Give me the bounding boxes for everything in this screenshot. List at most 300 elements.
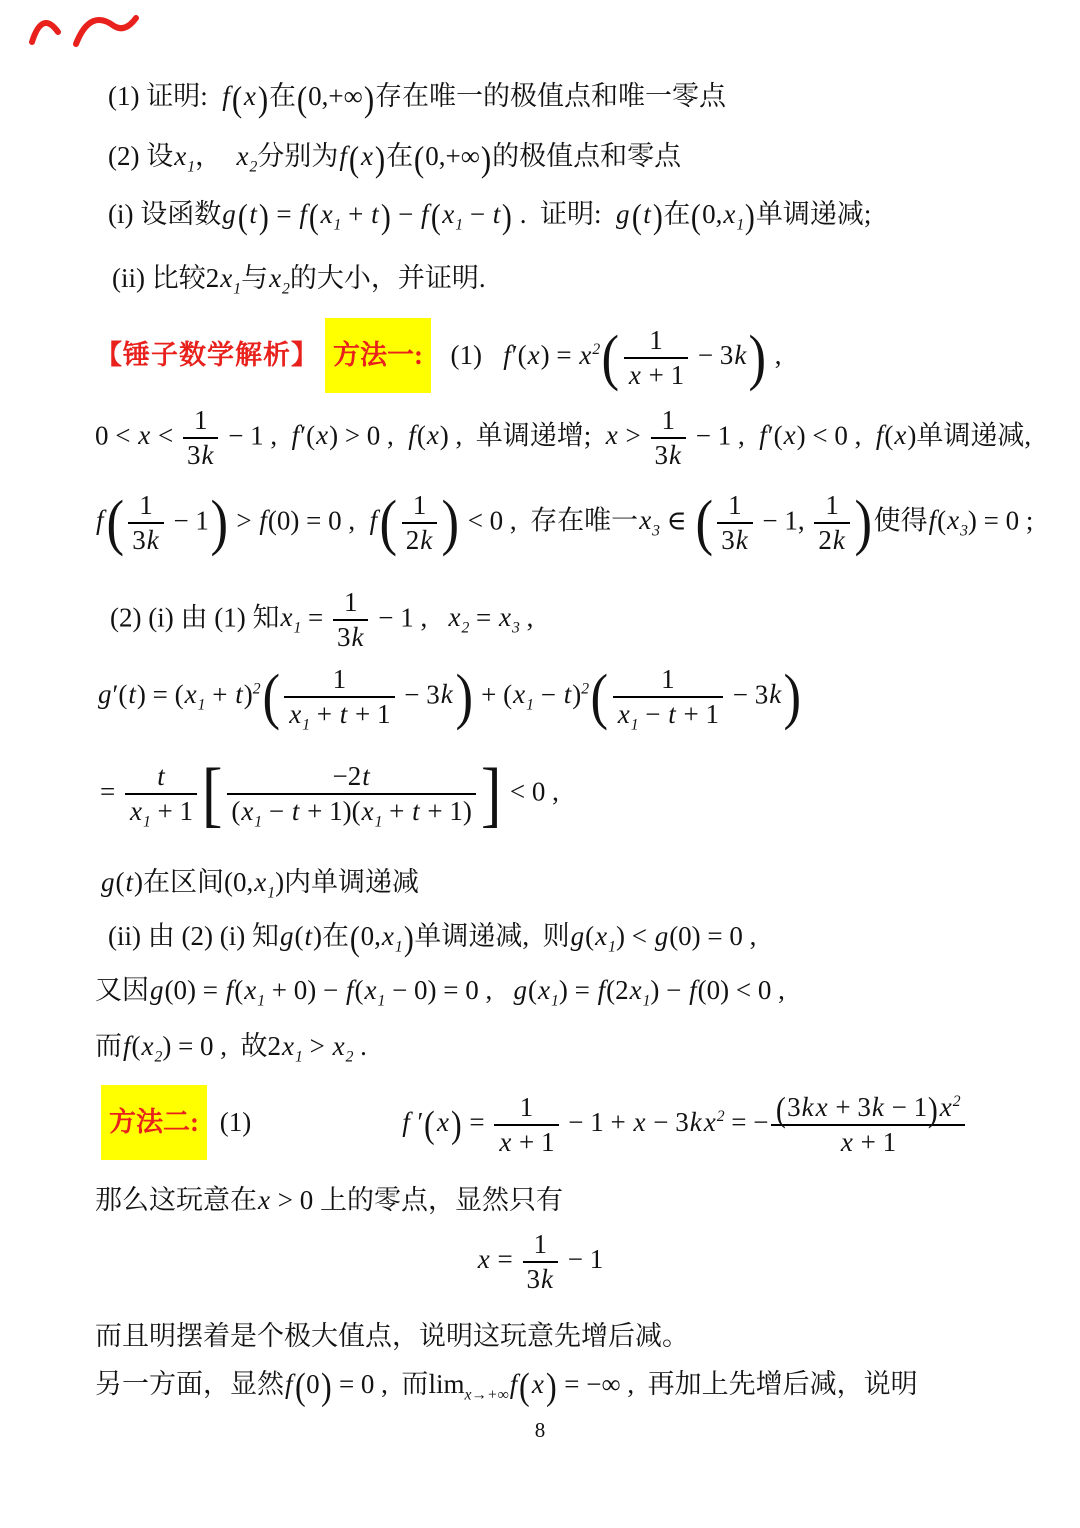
math-var: t	[339, 699, 348, 730]
text-run: 而	[95, 1031, 122, 1061]
math-var: t	[371, 199, 379, 229]
subscript: 1	[374, 813, 383, 831]
math-var: x	[269, 263, 282, 293]
text-run: . 证明:	[513, 199, 616, 229]
fraction	[125, 760, 197, 831]
solution-method-1-step-1: 【锤子数学解析】 方法一: (1) $f'(x) = x^2$( $\frac{1}{x + 1}$ − 3k) ,	[95, 318, 781, 393]
text-run: − 1	[560, 1244, 604, 1275]
math-var: x	[316, 420, 329, 451]
math-var: x	[426, 420, 439, 451]
math-var: x	[381, 921, 394, 951]
fraction	[227, 760, 476, 831]
math-var: k	[420, 525, 433, 556]
math-var: g	[101, 867, 115, 897]
monotonicity-line	[95, 404, 1031, 472]
text-run: )内单调递减	[275, 867, 420, 897]
text-run: =	[490, 1244, 520, 1275]
text-run: −	[463, 199, 492, 229]
math-var: g	[150, 975, 164, 1005]
text-run: )在区间(0,	[134, 867, 254, 897]
subscript: 2	[461, 619, 470, 637]
text-run: + 1)	[420, 796, 472, 827]
text-run: lim	[428, 1369, 465, 1399]
text-run: 在	[663, 199, 691, 229]
math-var: t	[668, 699, 676, 730]
subscript: 2	[249, 158, 258, 176]
text-run: + 1	[641, 359, 685, 390]
math-var: x	[254, 867, 267, 897]
fraction	[613, 663, 723, 734]
math-var: x	[282, 1031, 295, 1061]
text-run: + 1	[150, 796, 194, 827]
text-run: >	[618, 420, 648, 451]
math-var: x	[184, 679, 197, 710]
math-var: k	[440, 679, 453, 710]
text-run: −	[391, 199, 421, 229]
text-run: 2	[818, 525, 832, 556]
text-run: + 3	[828, 1091, 871, 1122]
math-var: x	[244, 975, 257, 1005]
text-run: 3	[787, 1091, 801, 1122]
math-var: t	[128, 679, 136, 710]
fraction	[494, 1091, 558, 1159]
subscript: 1	[142, 813, 151, 831]
math-var: f	[597, 975, 606, 1005]
subscript: 1	[377, 992, 386, 1010]
g-derivative-simplified-line: = $\frac{t}{x_1 + 1}$ [ $\frac{-2t}{(x_1 - t + 1)(x_1 + t + 1)}$ ] < 0 ,	[100, 753, 559, 835]
math-var: f	[875, 420, 884, 451]
math-var: k	[769, 679, 782, 710]
text-run: + 1	[676, 699, 720, 730]
text-run: (0) =	[164, 975, 225, 1005]
text-run: − 1	[884, 1091, 928, 1122]
math-var: x	[617, 699, 630, 730]
text-run: + 0) −	[265, 975, 345, 1005]
subscript: 1	[302, 716, 311, 734]
subscript: 1	[197, 696, 206, 714]
subscript: 1	[254, 813, 263, 831]
text-run: (i) 设函数	[108, 199, 222, 229]
text-run: 1	[661, 664, 675, 694]
text-run: )	[243, 679, 253, 710]
text-run: 0,	[360, 921, 381, 951]
zero-existence-line: f( $\frac{1}{3k}$ − 1) > f(0) = 0 , f( $\frac{1}{2k}$ ) < 0 , 存在唯一$x_3$ ∈ ( $\frac{1}{3k}$ − 1, $\frac{1}{2k}$ )使得$f(x_3) = 0$ ;	[96, 489, 1034, 558]
text-run: +	[341, 199, 371, 229]
text-run: )在	[312, 921, 349, 951]
text-run: ，	[195, 141, 236, 171]
text-run: 而且明摆着是个极大值点，说明这玩意先增后减。	[95, 1321, 689, 1351]
math-var: x	[174, 141, 187, 171]
text-run: =	[469, 602, 499, 633]
text-run: (	[294, 921, 304, 951]
math-var: x	[289, 699, 302, 730]
text-run: ) −	[650, 975, 689, 1005]
math-var: x	[527, 340, 540, 370]
math-var: x	[442, 199, 455, 229]
limit-remark: 另一方面，显然f(0) = 0 , 而$\lim_{x\to+\infty}f(x)$ = −∞ , 再加上先增后减，说明	[95, 1365, 918, 1408]
superscript: 2	[592, 341, 601, 358]
text-run: 3	[337, 622, 351, 653]
text-run: ′(	[112, 679, 128, 710]
fraction	[523, 1228, 558, 1296]
subscript: 1	[187, 158, 196, 176]
text-run: = 0 , 而	[332, 1369, 429, 1399]
text-run: + 1	[348, 699, 391, 730]
problem-part-2i: (i) 设函数$g(t) = f(x_1 + t) - f(x_1 - t)$ . 证明: g(t)在$(0,x_1)$单调递减;	[108, 196, 872, 236]
text-run: ′(	[300, 420, 316, 451]
math-var: f	[689, 975, 697, 1005]
text-run: 1	[661, 405, 675, 435]
math-var: f	[421, 199, 429, 229]
text-run: (0) = 0 ,	[267, 505, 369, 536]
math-var: t	[492, 199, 501, 229]
math-var: x	[840, 1126, 853, 1157]
math-var: k	[735, 525, 748, 556]
subscript: 1	[233, 280, 242, 298]
text-run: (	[354, 975, 364, 1005]
text-run: 1	[193, 405, 208, 435]
problem-part-2: (2) 设$x_1$， $x_2$分别为f(x)在(0,+∞)的极值点和零点	[108, 138, 682, 179]
subscript: 3	[512, 619, 520, 637]
math-var: f	[222, 81, 230, 111]
math-var: g	[513, 975, 528, 1005]
text-run: −	[533, 679, 563, 710]
math-var: k	[146, 525, 159, 556]
math-var: f	[123, 1031, 131, 1061]
math-var: t	[291, 796, 300, 827]
math-var: f	[346, 975, 354, 1005]
part2ii-start-line: (ii) 由 (2) (i) 知g(t)在$(0,x_1)$单调递减, 则$g(x_1) < g(0) = 0$ ,	[108, 918, 757, 958]
text-run: (ii) 比较2	[112, 263, 220, 293]
math-var: x	[639, 505, 652, 536]
math-var: f	[285, 1369, 293, 1399]
text-run: (1)	[437, 340, 503, 370]
text-run: +	[310, 699, 339, 730]
text-run: 另一方面，显然	[95, 1369, 284, 1399]
math-var: x	[947, 505, 960, 536]
subscript: 3	[960, 522, 968, 540]
text-run: 使得	[873, 505, 928, 536]
superscript: 2	[581, 680, 590, 698]
text-run: ∈	[660, 505, 694, 536]
fraction	[333, 586, 368, 654]
text-run: (2) (i) 由 (1) 知	[110, 602, 280, 633]
text-run: +	[205, 679, 235, 710]
text-run: < 0 ,	[503, 776, 559, 807]
text-run: )单调递减,	[907, 420, 1032, 451]
subscript: 1	[267, 884, 276, 902]
math-var: g	[279, 921, 294, 951]
text-run: ) =	[558, 975, 597, 1005]
math-var: k	[832, 525, 845, 556]
text-run: ) =	[540, 340, 579, 370]
subscript: 1	[394, 938, 403, 956]
text-run: 又因	[95, 975, 149, 1005]
math-var: x	[364, 975, 377, 1005]
text-run: 3	[186, 440, 201, 471]
text-run: −2	[332, 761, 362, 791]
text-run: 与	[241, 263, 269, 293]
math-var: t	[563, 679, 572, 710]
subscript: 1	[608, 938, 616, 956]
subscript: 2	[282, 280, 290, 298]
text-run: =	[301, 602, 330, 633]
subscript: 1	[295, 1048, 303, 1066]
subscript: 1	[642, 992, 651, 1010]
text-run: 1	[343, 587, 358, 617]
math-var: g	[570, 921, 585, 951]
math-var: x	[437, 1107, 449, 1137]
fraction	[402, 489, 437, 557]
math-var: g	[654, 921, 669, 951]
text-run: + 1)(	[300, 796, 361, 827]
text-run: 单调递减;	[755, 199, 872, 229]
text-run: − 1 ,	[371, 602, 448, 633]
math-var: x	[243, 81, 256, 111]
math-var: x	[894, 420, 907, 451]
math-var: f	[369, 505, 378, 536]
text-run: 0,+∞	[425, 141, 481, 171]
text-run: <	[151, 420, 180, 451]
part2i-setup-line	[110, 586, 533, 654]
math-var: k	[871, 1091, 884, 1122]
fraction: $\frac{(3kx + 3k - 1)x^2}{x + 1}$	[771, 1091, 964, 1159]
math-var: f	[259, 505, 267, 536]
text-run: ) > 0 ,	[329, 420, 408, 451]
problem-part-1: (1) 证明: f(x)在(0,+∞)存在唯一的极值点和唯一零点	[108, 78, 727, 119]
subscript: 2	[154, 1048, 163, 1066]
text-run: 0,	[702, 199, 723, 229]
math-var: x	[633, 1107, 646, 1137]
math-var: x	[280, 602, 293, 633]
text-run: 存在唯一的极值点和唯一零点	[375, 81, 727, 111]
math-var: f	[96, 505, 104, 536]
text-run: ) = (	[136, 679, 184, 710]
text-run: (0) < 0 ,	[697, 975, 785, 1005]
text-run: (	[585, 921, 595, 951]
maximum-point-remark	[95, 1320, 689, 1354]
text-run: ′(	[767, 420, 783, 451]
text-run: >	[229, 505, 259, 536]
math-var: k	[351, 622, 364, 653]
math-var: x	[783, 420, 796, 451]
fraction	[814, 489, 849, 557]
math-var: x	[320, 199, 333, 229]
text-run: )	[572, 679, 582, 710]
fraction	[284, 663, 394, 734]
text-run: (	[131, 1031, 141, 1061]
text-run: +	[382, 796, 412, 827]
text-run: (	[416, 420, 426, 451]
math-var: x	[258, 1185, 270, 1215]
math-var: x	[477, 1244, 490, 1275]
math-var: x	[499, 602, 511, 633]
superscript: 2	[252, 680, 261, 698]
subscript: 1	[526, 696, 534, 714]
text-run: 0,+∞	[308, 81, 363, 111]
math-var: x	[220, 263, 233, 293]
text-run: 在	[386, 141, 414, 171]
math-var: f	[339, 141, 347, 171]
superscript: 2	[952, 1092, 961, 1110]
math-var: x	[141, 1031, 154, 1061]
text-run: (	[937, 505, 947, 536]
subscript: 1	[293, 619, 302, 637]
page-number: 8	[534, 1418, 546, 1442]
math-var: f	[408, 420, 416, 451]
zero-point-remark	[95, 1184, 563, 1218]
math-var: g	[98, 679, 112, 710]
g-values-line	[95, 974, 785, 1008]
text-run: (	[884, 420, 894, 451]
math-var: x	[241, 796, 254, 827]
solution-method-2-step-1: 方法二: (1) f ′(x) = $\frac{1}{x + 1}$ − $1 + x - 3kx^2$ = − $\frac{(3kx + 3k - 1)x^2}{x + 1}$	[95, 1085, 968, 1160]
math-var: x	[332, 1031, 345, 1061]
math-var: k	[541, 1264, 553, 1295]
text-run: (2) 设	[108, 141, 174, 171]
math-var: x	[513, 679, 526, 710]
subscript: 1	[257, 992, 266, 1010]
text-run: (1) 证明:	[108, 81, 222, 111]
subscript: 1	[551, 992, 559, 1010]
text-run: =	[269, 199, 299, 229]
math-var: x	[448, 602, 461, 633]
text-run: − 3	[726, 679, 769, 710]
text-run: >	[302, 1031, 332, 1061]
text-run: > 0 上的零点，显然只有	[270, 1185, 563, 1215]
fraction	[128, 489, 163, 557]
text-run: = −	[724, 1107, 769, 1137]
fraction	[183, 404, 218, 472]
method-label: 方法一:	[325, 318, 431, 393]
math-var: x	[361, 141, 373, 171]
subscript: 1	[455, 216, 464, 234]
fraction	[624, 324, 688, 392]
text-run: 分别为	[257, 141, 339, 171]
text-run: (0) = 0 ,	[669, 921, 757, 951]
text-run: 1	[533, 1229, 547, 1259]
math-var: f	[928, 505, 937, 536]
math-var: f	[402, 1107, 410, 1137]
math-var: k	[669, 440, 681, 471]
text-run: − 3	[646, 1107, 689, 1137]
superscript: 2	[716, 1108, 725, 1125]
text-run: − 0) = 0 ,	[385, 975, 513, 1005]
math-var: g	[222, 199, 236, 229]
math-var: x	[138, 420, 151, 451]
math-var: f	[509, 1369, 518, 1399]
text-run: 在	[269, 81, 297, 111]
text-run: .	[353, 1031, 367, 1061]
math-var: f	[225, 975, 234, 1005]
math-var: t	[643, 199, 651, 229]
text-run: = −∞ , 再加上先增后减，说明	[557, 1369, 918, 1399]
text-run: 1	[825, 490, 839, 520]
math-var: k	[201, 440, 214, 471]
math-var: t	[304, 921, 312, 951]
text-run: 的大小，并证明.	[289, 263, 486, 293]
text-run: 单调递减, 则	[414, 921, 570, 951]
math-var: x	[723, 199, 736, 229]
text-run: 3	[526, 1264, 540, 1295]
text-run: 1	[728, 490, 742, 520]
text-run: =	[100, 776, 122, 807]
text-run: ,	[519, 602, 534, 633]
text-run: + (	[474, 679, 513, 710]
text-run: 2	[405, 525, 420, 556]
math-var: t	[249, 199, 257, 229]
problem-part-2ii	[112, 262, 486, 296]
math-var: x	[129, 796, 142, 827]
text-run: (1)	[213, 1107, 252, 1137]
text-run: − 1 ,	[221, 420, 291, 451]
math-var: k	[734, 340, 747, 370]
final-comparison-line	[95, 1030, 367, 1064]
math-var: x	[815, 1091, 828, 1122]
subscript: 1	[736, 216, 745, 234]
text-run: 3	[654, 440, 669, 471]
text-run: − 3	[397, 679, 440, 710]
math-var: x	[236, 141, 249, 171]
text-run: 1	[649, 324, 663, 355]
math-var: f	[291, 420, 300, 451]
fraction	[717, 489, 752, 557]
g-derivative-line: $g'(t) = (x_1 + t)^2$( $\frac{1}{x_1 + t + 1}$ − $3k) + (x_1 - t)^2$( $\frac{1}{x_1 - t + 1}$ − 3k)	[98, 663, 802, 734]
math-var: g	[616, 199, 630, 229]
text-run: 1	[519, 1091, 534, 1122]
text-run: ) < 0 ,	[796, 420, 875, 451]
text-run: (	[231, 796, 241, 827]
text-run: ′(	[511, 340, 527, 370]
math-var: t	[362, 761, 370, 791]
text-run: ) <	[615, 921, 654, 951]
text-run: −	[638, 699, 668, 730]
math-var: f	[759, 420, 767, 451]
math-var: f	[299, 199, 307, 229]
math-var: x	[579, 340, 592, 370]
text-run: − 1	[166, 505, 209, 536]
math-var: t	[412, 796, 420, 827]
math-var: x	[538, 975, 551, 1005]
fraction	[651, 404, 686, 472]
subscript: x→+∞	[464, 1386, 509, 1404]
text-run: − 1 +	[561, 1107, 633, 1137]
text-run: 那么这玩意在	[95, 1185, 257, 1215]
text-run: (	[528, 975, 538, 1005]
math-var: x	[361, 796, 374, 827]
math-var: x	[531, 1369, 544, 1399]
text-run: ′	[410, 1107, 424, 1137]
math-var: t	[157, 761, 165, 791]
text-run: 0 <	[95, 420, 138, 451]
text-run: + 1	[853, 1126, 897, 1157]
method-label: 方法二:	[101, 1085, 207, 1160]
math-var: k	[689, 1107, 702, 1137]
text-run: − 1 ,	[689, 420, 759, 451]
text-run: 的极值点和零点	[492, 141, 682, 171]
text-run: − 3	[691, 340, 734, 370]
text-run: ,	[767, 340, 782, 370]
text-run: ) = 0 ;	[967, 505, 1034, 536]
math-var: x	[595, 921, 608, 951]
math-var: k	[801, 1091, 814, 1122]
subscript: 3	[652, 522, 660, 540]
subscript: 1	[333, 216, 342, 234]
text-run: 1	[139, 490, 153, 520]
subscript: 1	[630, 716, 639, 734]
text-run: (	[234, 975, 244, 1005]
math-var: f	[503, 340, 511, 370]
